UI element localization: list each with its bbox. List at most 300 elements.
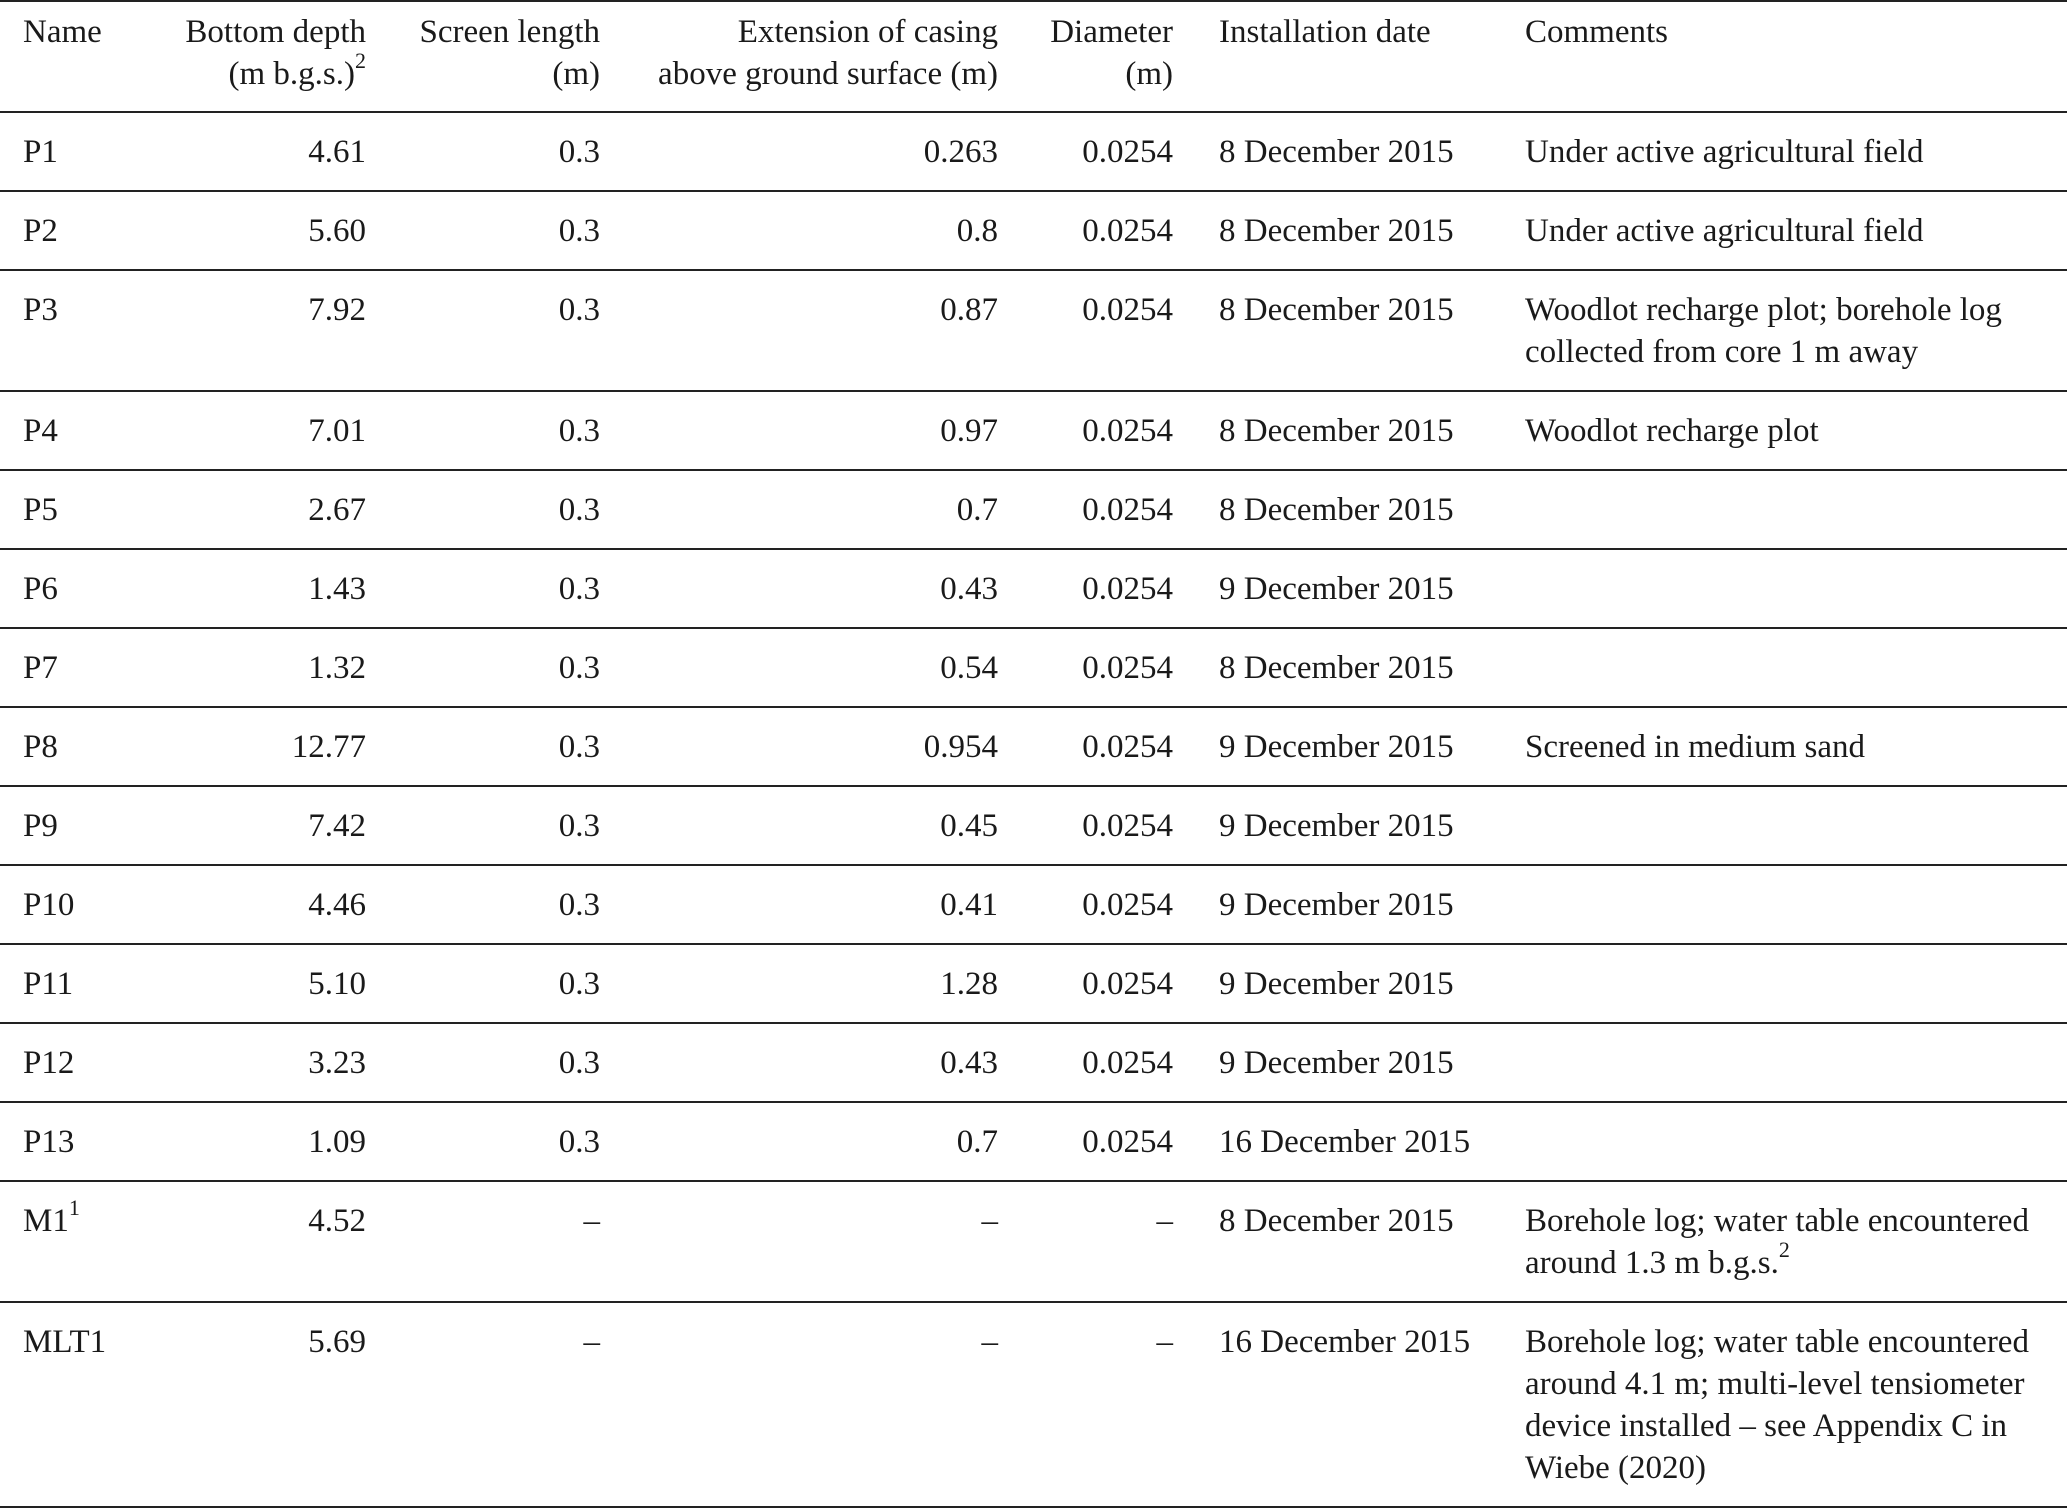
- cell-name-text: [23, 966, 73, 1002]
- cell-bottom-depth: [148, 112, 366, 191]
- table-row: [0, 707, 2067, 786]
- cell-screen-length-text: [559, 292, 600, 328]
- cell-casing-extension-value: 0.954: [923, 729, 998, 765]
- cell-diameter: [998, 865, 1173, 944]
- cell-comments-text: [1525, 1321, 2055, 1489]
- cell-screen-length: [366, 1023, 600, 1102]
- cell-diameter-text: [1082, 650, 1173, 686]
- cell-bottom-depth-text: [308, 650, 366, 686]
- cell-screen-length: [366, 865, 600, 944]
- header-date-label: Installation date: [1219, 14, 1431, 50]
- cell-name: [0, 1302, 148, 1507]
- cell-installation-date: [1173, 112, 1525, 191]
- cell-screen-length: [366, 191, 600, 270]
- cell-installation-date-text: [1219, 492, 1454, 528]
- cell-installation-date-text: [1219, 213, 1454, 249]
- cell-name: [0, 707, 148, 786]
- cell-screen-length-text: [559, 650, 600, 686]
- cell-bottom-depth-text: [308, 1324, 366, 1360]
- header-ext-line2: above ground surface (m): [658, 56, 998, 92]
- cell-name: [0, 1102, 148, 1181]
- cell-screen-length: [366, 270, 600, 391]
- cell-bottom-depth: [148, 628, 366, 707]
- cell-screen-length-text: [559, 571, 600, 607]
- cell-name-text: [23, 1324, 106, 1360]
- header-comments: [1525, 1, 2067, 112]
- cell-installation-date: [1173, 628, 1525, 707]
- cell-comments: [1525, 270, 2067, 391]
- cell-diameter-text: [1082, 492, 1173, 528]
- cell-installation-date-value: 8 December 2015: [1219, 292, 1454, 328]
- table-row: [0, 191, 2067, 270]
- cell-name-value: MLT1: [23, 1324, 107, 1360]
- header-diameter: [998, 1, 1173, 112]
- cell-diameter-value: 0.0254: [1082, 292, 1173, 328]
- cell-bottom-depth: [148, 391, 366, 470]
- cell-diameter: [998, 786, 1173, 865]
- cell-name-text: [23, 650, 58, 686]
- cell-screen-length-text: [559, 492, 600, 528]
- cell-name: [0, 1023, 148, 1102]
- cell-installation-date-value: 9 December 2015: [1219, 729, 1454, 765]
- cell-bottom-depth-text: [308, 213, 366, 249]
- cell-comments-value: Under active agricultural field: [1525, 134, 1924, 170]
- header-installation-date: [1173, 1, 1525, 112]
- cell-name-text: [23, 492, 58, 528]
- cell-casing-extension: [600, 1023, 998, 1102]
- cell-comments-text: [1525, 131, 2055, 173]
- cell-diameter: [998, 470, 1173, 549]
- header-ext-line1: Extension of casing: [737, 14, 998, 50]
- cell-screen-length: [366, 628, 600, 707]
- cell-diameter-value: 0.0254: [1082, 650, 1173, 686]
- cell-installation-date-value: 9 December 2015: [1219, 1045, 1454, 1081]
- cell-casing-extension-value: 0.263: [923, 134, 998, 170]
- cell-comments: [1525, 549, 2067, 628]
- cell-installation-date: [1173, 391, 1525, 470]
- cell-bottom-depth: [148, 470, 366, 549]
- cell-bottom-depth-value: 4.61: [308, 134, 366, 170]
- cell-name-text: [23, 134, 58, 170]
- cell-casing-extension-value: 0.7: [956, 492, 998, 528]
- cell-installation-date: [1173, 270, 1525, 391]
- cell-installation-date: [1173, 865, 1525, 944]
- cell-diameter-value: 0.0254: [1082, 213, 1173, 249]
- cell-casing-extension: [600, 391, 998, 470]
- cell-installation-date-value: 16 December 2015: [1219, 1124, 1471, 1160]
- cell-installation-date-text: [1219, 1045, 1454, 1081]
- cell-bottom-depth-value: 1.43: [308, 571, 366, 607]
- cell-diameter-text: [1082, 1124, 1173, 1160]
- cell-diameter-text: [1082, 571, 1173, 607]
- cell-casing-extension: [600, 865, 998, 944]
- cell-bottom-depth-value: 4.46: [308, 887, 366, 923]
- cell-screen-length-text: [559, 729, 600, 765]
- header-dia-line2: (m): [1125, 56, 1173, 92]
- cell-bottom-depth-value: 7.92: [308, 292, 366, 328]
- cell-diameter-text: [1082, 213, 1173, 249]
- cell-comments: [1525, 707, 2067, 786]
- cell-installation-date: [1173, 944, 1525, 1023]
- cell-installation-date-value: 8 December 2015: [1219, 213, 1454, 249]
- header-row: [0, 1, 2067, 112]
- cell-screen-length-text: [559, 413, 600, 449]
- cell-diameter: [998, 112, 1173, 191]
- header-casing-extension: [600, 1, 998, 112]
- cell-screen-length: [366, 1102, 600, 1181]
- cell-bottom-depth-value: 5.69: [308, 1324, 366, 1360]
- cell-name-text: [23, 292, 58, 328]
- cell-name: [0, 191, 148, 270]
- cell-casing-extension-text: [940, 887, 998, 923]
- cell-casing-extension-value: 0.8: [956, 213, 998, 249]
- cell-comments: [1525, 191, 2067, 270]
- cell-bottom-depth-text: [308, 134, 366, 170]
- cell-diameter-text: [1082, 808, 1173, 844]
- cell-installation-date-value: 9 December 2015: [1219, 571, 1454, 607]
- cell-screen-length-value: 0.3: [558, 213, 600, 249]
- cell-diameter-value: 0.0254: [1082, 808, 1173, 844]
- cell-name: [0, 470, 148, 549]
- cell-diameter-value: 0.0254: [1082, 1124, 1173, 1160]
- cell-screen-length-text: [559, 213, 600, 249]
- cell-installation-date-value: 8 December 2015: [1219, 492, 1454, 528]
- cell-diameter-value: 0.0254: [1082, 134, 1173, 170]
- cell-installation-date-value: 9 December 2015: [1219, 808, 1454, 844]
- cell-casing-extension-value: 1.28: [940, 966, 998, 1002]
- cell-screen-length-text: [559, 966, 600, 1002]
- cell-name-value: P10: [23, 887, 75, 923]
- cell-installation-date-value: 8 December 2015: [1219, 134, 1454, 170]
- cell-comments-text: [1525, 210, 2055, 252]
- cell-diameter-value: –: [1156, 1324, 1173, 1360]
- cell-name-value: P8: [23, 729, 58, 765]
- cell-casing-extension-text: [957, 213, 998, 249]
- cell-diameter: [998, 707, 1173, 786]
- cell-name-text: [23, 1195, 80, 1239]
- cell-screen-length-value: 0.3: [558, 413, 600, 449]
- cell-casing-extension-value: 0.87: [940, 292, 998, 328]
- cell-casing-extension-value: 0.54: [940, 650, 998, 686]
- cell-screen-length-text: [559, 1045, 600, 1081]
- cell-installation-date-text: [1219, 1124, 1470, 1160]
- cell-screen-length-value: 0.3: [558, 887, 600, 923]
- cell-casing-extension: [600, 1302, 998, 1507]
- cell-screen-length-value: 0.3: [558, 808, 600, 844]
- cell-name-value: P2: [23, 213, 58, 249]
- cell-installation-date: [1173, 549, 1525, 628]
- cell-bottom-depth-value: 5.10: [308, 966, 366, 1002]
- cell-bottom-depth-text: [308, 966, 366, 1002]
- cell-bottom-depth: [148, 944, 366, 1023]
- cell-diameter-text: [1157, 1203, 1174, 1239]
- cell-bottom-depth: [148, 786, 366, 865]
- cell-installation-date: [1173, 1102, 1525, 1181]
- cell-screen-length: [366, 707, 600, 786]
- cell-comments-superscript: 2: [1778, 1237, 1790, 1262]
- table-row: [0, 391, 2067, 470]
- cell-casing-extension: [600, 191, 998, 270]
- cell-bottom-depth-value: 2.67: [308, 492, 366, 528]
- cell-installation-date: [1173, 786, 1525, 865]
- cell-bottom-depth-text: [308, 1045, 366, 1081]
- cell-diameter: [998, 1181, 1173, 1302]
- cell-name-text: [23, 571, 58, 607]
- cell-screen-length: [366, 112, 600, 191]
- cell-comments: [1525, 391, 2067, 470]
- table-row: [0, 549, 2067, 628]
- table-row: [0, 628, 2067, 707]
- cell-bottom-depth-value: 12.77: [291, 729, 366, 765]
- cell-bottom-depth-value: 3.23: [308, 1045, 366, 1081]
- cell-name-text: [23, 213, 58, 249]
- cell-comments: [1525, 1102, 2067, 1181]
- header-screen-length: [366, 1, 600, 112]
- cell-name-value: P6: [23, 571, 58, 607]
- table-row: [0, 1181, 2067, 1302]
- header-depth-line1: Bottom depth: [185, 14, 366, 50]
- cell-screen-length-value: 0.3: [558, 134, 600, 170]
- cell-name-text: [23, 808, 58, 844]
- cell-casing-extension: [600, 1102, 998, 1181]
- cell-diameter: [998, 549, 1173, 628]
- cell-diameter-value: –: [1156, 1203, 1173, 1239]
- cell-bottom-depth: [148, 549, 366, 628]
- table-row: [0, 786, 2067, 865]
- cell-casing-extension: [600, 112, 998, 191]
- cell-comments: [1525, 628, 2067, 707]
- header-bottom-depth: [148, 1, 366, 112]
- cell-diameter: [998, 628, 1173, 707]
- table-body: [0, 112, 2067, 1507]
- header-depth-line2: (m b.g.s.): [228, 56, 355, 92]
- cell-bottom-depth-text: [308, 808, 366, 844]
- cell-comments: [1525, 1023, 2067, 1102]
- cell-casing-extension-value: –: [981, 1203, 998, 1239]
- cell-bottom-depth: [148, 1023, 366, 1102]
- cell-bottom-depth: [148, 270, 366, 391]
- cell-diameter: [998, 391, 1173, 470]
- cell-casing-extension-value: 0.43: [940, 571, 998, 607]
- cell-comments-value: Borehole log; water table encountered around 4.1 m; multi-level tensiometer device installed – see Appendix C in Wiebe (2020): [1525, 1324, 2029, 1486]
- cell-bottom-depth: [148, 865, 366, 944]
- cell-installation-date-value: 8 December 2015: [1219, 1203, 1454, 1239]
- cell-screen-length-value: –: [583, 1203, 600, 1239]
- cell-comments: [1525, 112, 2067, 191]
- header-name: [0, 1, 148, 112]
- cell-bottom-depth: [148, 1181, 366, 1302]
- cell-name: [0, 628, 148, 707]
- cell-comments-value: Screened in medium sand: [1525, 729, 1865, 765]
- table-row: [0, 944, 2067, 1023]
- table-row: [0, 270, 2067, 391]
- cell-diameter-text: [1082, 966, 1173, 1002]
- cell-name-text: [23, 1124, 74, 1160]
- cell-diameter-text: [1082, 413, 1173, 449]
- cell-casing-extension: [600, 470, 998, 549]
- cell-comments: [1525, 865, 2067, 944]
- cell-diameter: [998, 270, 1173, 391]
- cell-installation-date-value: 8 December 2015: [1219, 413, 1454, 449]
- cell-casing-extension-value: 0.45: [940, 808, 998, 844]
- cell-diameter-value: 0.0254: [1082, 1045, 1173, 1081]
- cell-bottom-depth-text: [308, 492, 366, 528]
- cell-installation-date: [1173, 470, 1525, 549]
- cell-comments: [1525, 1181, 2067, 1302]
- cell-screen-length-value: 0.3: [558, 1045, 600, 1081]
- cell-bottom-depth-text: [308, 413, 366, 449]
- cell-screen-length-text: [559, 808, 600, 844]
- cell-installation-date-text: [1219, 413, 1454, 449]
- cell-name: [0, 549, 148, 628]
- cell-comments-text: [1525, 1200, 2055, 1284]
- cell-screen-length: [366, 786, 600, 865]
- cell-bottom-depth: [148, 707, 366, 786]
- cell-name: [0, 786, 148, 865]
- cell-casing-extension-text: [940, 808, 998, 844]
- cell-diameter: [998, 191, 1173, 270]
- cell-casing-extension-value: 0.41: [940, 887, 998, 923]
- cell-comments-text: [1525, 289, 2055, 373]
- header-screen-line2: (m): [552, 56, 600, 92]
- cell-bottom-depth-value: 5.60: [308, 213, 366, 249]
- cell-diameter-text: [1157, 1324, 1174, 1360]
- cell-diameter-text: [1082, 292, 1173, 328]
- cell-installation-date: [1173, 1181, 1525, 1302]
- cell-installation-date: [1173, 191, 1525, 270]
- cell-screen-length-value: 0.3: [558, 571, 600, 607]
- cell-casing-extension: [600, 944, 998, 1023]
- cell-installation-date-value: 16 December 2015: [1219, 1324, 1471, 1360]
- cell-casing-extension: [600, 1181, 998, 1302]
- cell-name-value: P4: [23, 413, 58, 449]
- cell-name-value: P5: [23, 492, 58, 528]
- cell-diameter-text: [1082, 1045, 1173, 1081]
- cell-installation-date-text: [1219, 571, 1454, 607]
- cell-comments-value: Woodlot recharge plot: [1525, 413, 1819, 449]
- cell-installation-date-text: [1219, 1324, 1470, 1360]
- cell-casing-extension-text: [940, 650, 998, 686]
- cell-screen-length: [366, 549, 600, 628]
- cell-screen-length-text: [584, 1203, 601, 1239]
- cell-name: [0, 1181, 148, 1302]
- cell-comments-value: Woodlot recharge plot; borehole log collected from core 1 m away: [1525, 292, 2002, 370]
- cell-installation-date-text: [1219, 966, 1454, 1002]
- cell-name: [0, 112, 148, 191]
- cell-installation-date-text: [1219, 650, 1454, 686]
- cell-casing-extension-text: [924, 134, 998, 170]
- cell-installation-date-text: [1219, 134, 1454, 170]
- cell-installation-date-text: [1219, 1203, 1454, 1239]
- cell-casing-extension: [600, 707, 998, 786]
- cell-bottom-depth: [148, 191, 366, 270]
- cell-bottom-depth-value: 1.09: [308, 1124, 366, 1160]
- cell-casing-extension-text: [940, 292, 998, 328]
- cell-diameter: [998, 1023, 1173, 1102]
- cell-casing-extension-text: [924, 729, 998, 765]
- cell-screen-length-value: 0.3: [558, 1124, 600, 1160]
- cell-comments: [1525, 1302, 2067, 1507]
- cell-installation-date-text: [1219, 887, 1454, 923]
- cell-diameter-text: [1082, 887, 1173, 923]
- cell-screen-length: [366, 1302, 600, 1507]
- cell-bottom-depth-text: [308, 1203, 366, 1239]
- cell-diameter: [998, 1102, 1173, 1181]
- cell-name: [0, 270, 148, 391]
- cell-casing-extension: [600, 270, 998, 391]
- cell-bottom-depth-text: [308, 1124, 366, 1160]
- cell-name-value: P7: [23, 650, 58, 686]
- cell-casing-extension-value: 0.97: [940, 413, 998, 449]
- cell-screen-length: [366, 391, 600, 470]
- table-row: [0, 112, 2067, 191]
- cell-casing-extension-text: [982, 1203, 999, 1239]
- cell-casing-extension: [600, 628, 998, 707]
- cell-diameter-value: 0.0254: [1082, 729, 1173, 765]
- cell-name-value: P11: [23, 966, 74, 1002]
- cell-bottom-depth-text: [308, 571, 366, 607]
- cell-name-value: P9: [23, 808, 58, 844]
- cell-diameter-text: [1082, 729, 1173, 765]
- cell-bottom-depth: [148, 1102, 366, 1181]
- cell-casing-extension-value: 0.43: [940, 1045, 998, 1081]
- cell-comments: [1525, 470, 2067, 549]
- cell-screen-length-value: 0.3: [558, 650, 600, 686]
- cell-diameter-value: 0.0254: [1082, 492, 1173, 528]
- cell-comments-text: [1525, 410, 2055, 452]
- table-row: [0, 865, 2067, 944]
- cell-screen-length-text: [559, 887, 600, 923]
- cell-installation-date: [1173, 1023, 1525, 1102]
- header-depth-line2-wrap: [148, 48, 366, 95]
- header-depth-superscript: 2: [355, 48, 366, 73]
- cell-screen-length: [366, 944, 600, 1023]
- cell-installation-date-value: 9 December 2015: [1219, 966, 1454, 1002]
- cell-bottom-depth-text: [308, 887, 366, 923]
- cell-installation-date-text: [1219, 729, 1454, 765]
- cell-screen-length-value: 0.3: [558, 966, 600, 1002]
- cell-name: [0, 865, 148, 944]
- cell-casing-extension-text: [957, 1124, 998, 1160]
- cell-casing-extension-value: –: [981, 1324, 998, 1360]
- table-row: [0, 1023, 2067, 1102]
- cell-casing-extension-text: [940, 571, 998, 607]
- header-dia-line1: Diameter: [1050, 14, 1173, 50]
- cell-comments: [1525, 786, 2067, 865]
- cell-screen-length: [366, 1181, 600, 1302]
- cell-name-text: [23, 887, 74, 923]
- cell-screen-length-value: 0.3: [558, 292, 600, 328]
- cell-comments: [1525, 944, 2067, 1023]
- cell-installation-date-value: 8 December 2015: [1219, 650, 1454, 686]
- table-row: [0, 1102, 2067, 1181]
- cell-name-text: [23, 729, 58, 765]
- cell-bottom-depth-value: 1.32: [308, 650, 366, 686]
- cell-casing-extension-text: [940, 1045, 998, 1081]
- cell-comments-value: Borehole log; water table encountered around 1.3 m b.g.s.: [1525, 1203, 2029, 1281]
- cell-name: [0, 391, 148, 470]
- cell-screen-length-text: [559, 1124, 600, 1160]
- cell-name-value: P3: [23, 292, 58, 328]
- cell-diameter-value: 0.0254: [1082, 966, 1173, 1002]
- cell-diameter-text: [1082, 134, 1173, 170]
- cell-screen-length-text: [559, 134, 600, 170]
- cell-casing-extension-text: [940, 413, 998, 449]
- table-row: [0, 1302, 2067, 1507]
- cell-diameter: [998, 944, 1173, 1023]
- cell-comments-value: Under active agricultural field: [1525, 213, 1924, 249]
- cell-casing-extension-text: [982, 1324, 999, 1360]
